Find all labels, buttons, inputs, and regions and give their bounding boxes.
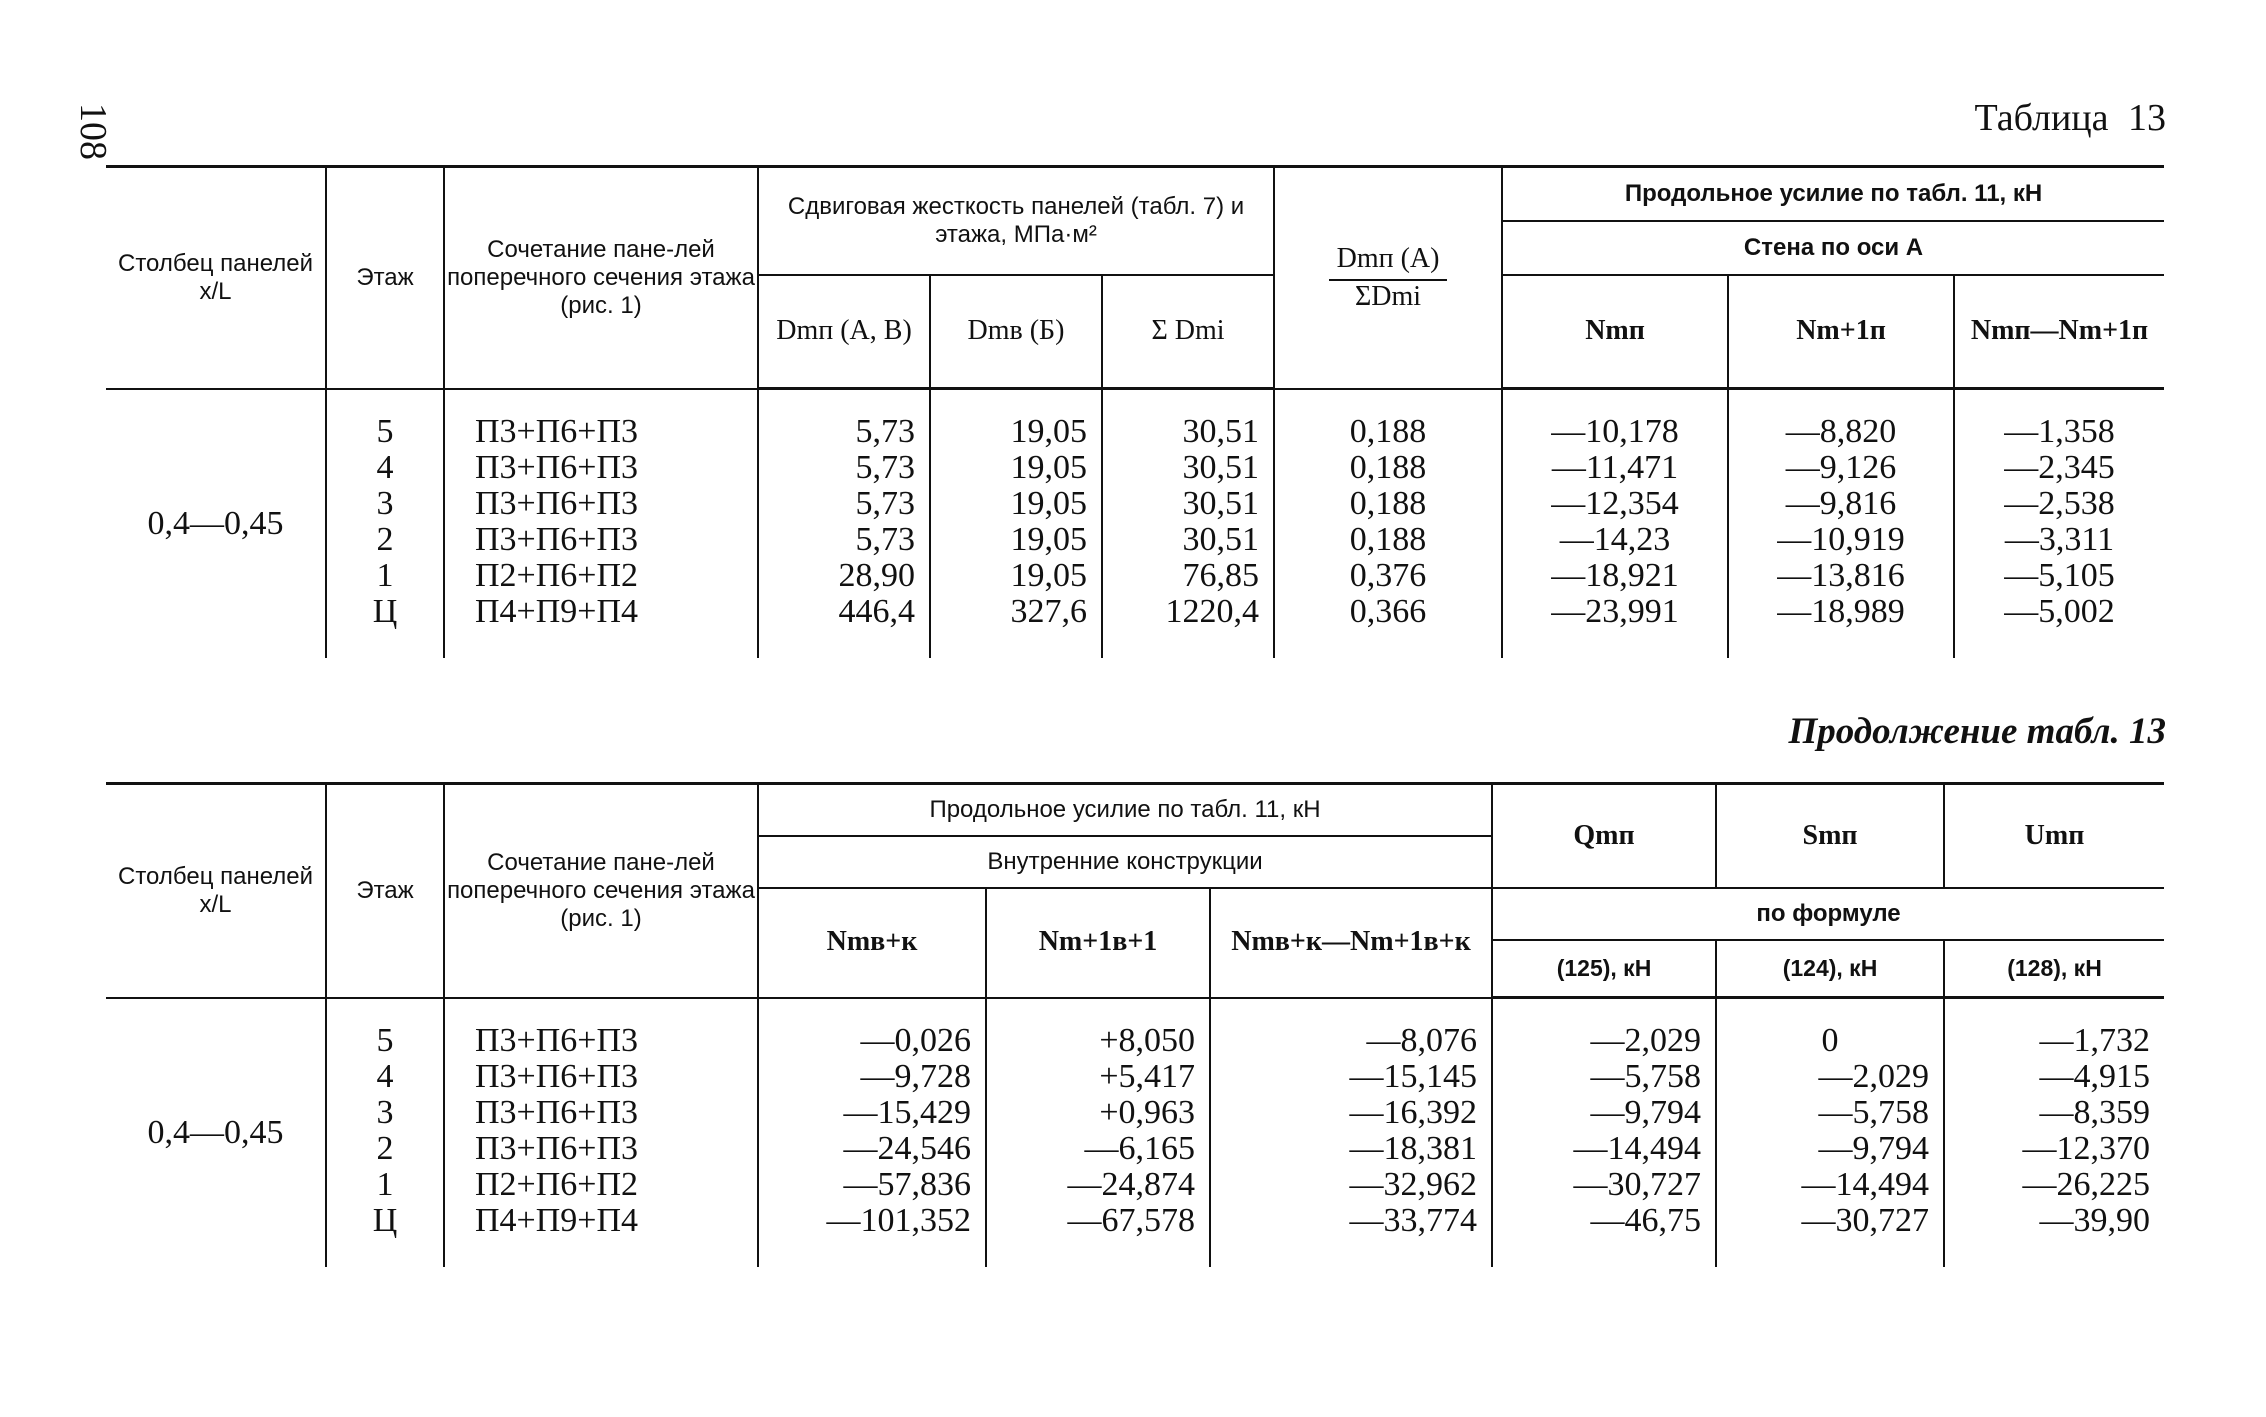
cell-value: 19,05 xyxy=(1010,557,1087,594)
cell-value: —24,874 xyxy=(1067,1165,1195,1203)
cell-value: —10,178 xyxy=(1551,413,1679,450)
cell-value: —39,90 xyxy=(2039,1202,2151,1239)
header-s: Smп xyxy=(1716,784,1944,888)
cell-value: 327,6 xyxy=(1010,593,1087,630)
cell-value: —1,732 xyxy=(2039,1022,2151,1059)
cell-value: +8,050 xyxy=(1099,1021,1195,1059)
col-n-m xyxy=(758,998,986,1268)
cell-value: 0,188 xyxy=(1349,448,1427,486)
col-combination xyxy=(444,389,758,659)
cell-value: —15,145 xyxy=(1349,1057,1478,1095)
cell-floor: 3 xyxy=(376,484,394,522)
cell-value: 1220,4 xyxy=(1165,593,1260,630)
col-n-m1 xyxy=(986,998,1210,1268)
cell-value: 19,05 xyxy=(1010,485,1087,522)
col-n-m xyxy=(1502,389,1728,659)
cell-value: 30,51 xyxy=(1182,485,1260,522)
table-title xyxy=(1974,96,2166,140)
cell-value: —46,75 xyxy=(1590,1202,1702,1239)
col-n-diff xyxy=(1954,389,2164,659)
cell-combination: П3+П6+П3 xyxy=(475,1021,639,1059)
cell-floor: 1 xyxy=(376,1165,394,1203)
col-floor xyxy=(326,389,444,659)
header-shear-stiffness: Сдвиговая жесткость панелей (табл. 7) и этажа, МПа·м² xyxy=(758,167,1274,275)
cell-value: —9,816 xyxy=(1785,485,1897,522)
header-u: Umп xyxy=(1944,784,2164,888)
cell-value: —5,105 xyxy=(2004,557,2115,594)
cell-value: —2,029 xyxy=(1818,1058,1930,1095)
cell-combination: П3+П6+П3 xyxy=(475,448,639,486)
cell-value: —32,962 xyxy=(1349,1165,1478,1203)
col-floor xyxy=(326,998,444,1268)
col-d-b xyxy=(930,389,1102,659)
cell-value: 0,188 xyxy=(1349,412,1427,450)
cell-value: —2,345 xyxy=(2004,449,2115,486)
cell-value: —18,381 xyxy=(1349,1129,1478,1167)
cell-combination: П4+П9+П4 xyxy=(475,592,639,630)
cell-value: —4,915 xyxy=(2039,1058,2151,1095)
cell-value: +0,963 xyxy=(1099,1093,1195,1131)
cell-value: —101,352 xyxy=(826,1201,971,1239)
cell-combination: П2+П6+П2 xyxy=(475,1165,639,1203)
cell-combination: П3+П6+П3 xyxy=(475,1129,639,1167)
cell-value: 5,73 xyxy=(855,521,915,558)
header-formula-125: (125), кН xyxy=(1492,940,1716,998)
cell-value: 5,73 xyxy=(855,413,915,450)
cell-value: —2,029 xyxy=(1590,1022,1702,1059)
cell-value: 0,188 xyxy=(1349,520,1427,558)
cell-value: —15,429 xyxy=(843,1093,971,1131)
cell-value: 5,73 xyxy=(855,449,915,486)
header-ratio-denominator: ΣDmi xyxy=(1354,280,1422,312)
cell-column-value: 0,4—0,45 xyxy=(147,1113,284,1151)
col-u xyxy=(1944,998,2164,1268)
cell-value: —30,727 xyxy=(1573,1166,1702,1203)
cell-value: 28,90 xyxy=(838,557,915,594)
header-n-m: Nmв+к xyxy=(758,888,986,998)
cell-value: —3,311 xyxy=(2004,521,2115,558)
header-n-diff: Nmп—Nm+1п xyxy=(1954,275,2164,389)
cell-value: 19,05 xyxy=(1010,413,1087,450)
header-formula-128: (128), кН xyxy=(1944,940,2164,998)
cell-value: —5,758 xyxy=(1818,1094,1930,1131)
header-column: Столбец панелей x/L xyxy=(106,784,326,998)
cell-floor: 1 xyxy=(376,556,394,594)
cell-value: 19,05 xyxy=(1010,521,1087,558)
cell-floor: 2 xyxy=(376,520,394,558)
header-d-b: Dmв (Б) xyxy=(930,275,1102,389)
cell-value: —9,794 xyxy=(1590,1094,1702,1131)
cell-value: —24,546 xyxy=(843,1129,971,1167)
header-combination: Сочетание пане-лей поперечного сечения этажа (рис. 1) xyxy=(444,784,758,998)
col-q xyxy=(1492,998,1716,1268)
cell-value: 0,376 xyxy=(1349,556,1427,594)
cell-floor: 2 xyxy=(376,1129,394,1167)
cell-value: —67,578 xyxy=(1067,1201,1195,1239)
header-inner-structures: Внутренние конструкции xyxy=(758,836,1492,888)
cell-value: —9,794 xyxy=(1818,1130,1930,1167)
cell-value: —12,354 xyxy=(1551,485,1679,522)
cell-value: 0,188 xyxy=(1349,484,1427,522)
cell-value: —0,026 xyxy=(860,1021,971,1059)
cell-floor: 4 xyxy=(376,448,394,486)
table-number: 13 xyxy=(2128,97,2166,139)
cell-value: —8,820 xyxy=(1785,413,1897,450)
header-longitudinal-force: Продольное усилие по табл. 11, кН xyxy=(1502,167,2164,221)
header-ratio xyxy=(1274,167,1502,389)
cell-value: —1,358 xyxy=(2004,413,2115,450)
cell-value: —9,126 xyxy=(1785,449,1897,486)
header-floor: Этаж xyxy=(326,784,444,998)
cell-value: —30,727 xyxy=(1801,1202,1930,1239)
cell-value: 30,51 xyxy=(1182,521,1260,558)
cell-value: —14,23 xyxy=(1559,521,1671,558)
cell-value: —18,989 xyxy=(1777,593,1905,630)
header-longitudinal-force: Продольное усилие по табл. 11, кН xyxy=(758,784,1492,836)
header-floor: Этаж xyxy=(326,167,444,389)
header-n-m1: Nm+1в+1 xyxy=(986,888,1210,998)
cell-value: —33,774 xyxy=(1349,1201,1478,1239)
header-wall-axis-a: Стена по оси А xyxy=(1502,221,2164,275)
continuation-title: Продолжение табл. 13 xyxy=(1788,711,2166,752)
header-ratio-numerator: Dmп (А) xyxy=(1329,243,1448,281)
cell-floor: 3 xyxy=(376,1093,394,1131)
cell-value: —10,919 xyxy=(1777,521,1905,558)
cell-value: —14,494 xyxy=(1801,1166,1930,1203)
cell-combination: П3+П6+П3 xyxy=(475,1093,639,1131)
cell-combination: П3+П6+П3 xyxy=(475,1057,639,1095)
cell-floor: Ц xyxy=(372,1201,398,1239)
col-n-m1 xyxy=(1728,389,1954,659)
cell-value: —8,359 xyxy=(2039,1094,2151,1131)
cell-floor: 5 xyxy=(376,412,394,450)
header-q: Qmп xyxy=(1492,784,1716,888)
table-13-continuation xyxy=(106,782,2164,1267)
cell-value: 76,85 xyxy=(1182,557,1260,594)
cell-value: —16,392 xyxy=(1349,1093,1478,1131)
page-number: 108 xyxy=(72,103,114,160)
col-combination xyxy=(444,998,758,1268)
cell-combination: П4+П9+П4 xyxy=(475,1201,639,1239)
cell-combination: П3+П6+П3 xyxy=(475,520,639,558)
cell-value: 0 xyxy=(1821,1022,1839,1059)
cell-value: —13,816 xyxy=(1777,557,1905,594)
cell-value: —9,728 xyxy=(860,1057,971,1095)
col-n-diff xyxy=(1210,998,1492,1268)
cell-value: +5,417 xyxy=(1099,1057,1195,1095)
cell-floor: 5 xyxy=(376,1021,394,1059)
header-by-formula: по формуле xyxy=(1492,888,2164,940)
cell-value: —26,225 xyxy=(2022,1166,2151,1203)
header-formula-124: (124), кН xyxy=(1716,940,1944,998)
cell-value: —5,758 xyxy=(1590,1058,1702,1095)
cell-combination: П3+П6+П3 xyxy=(475,484,639,522)
col-ratio xyxy=(1274,389,1502,659)
cell-value: —11,471 xyxy=(1551,449,1679,486)
cell-value: —12,370 xyxy=(2022,1130,2151,1167)
cell-value: —14,494 xyxy=(1573,1130,1702,1167)
header-n-m: Nmп xyxy=(1502,275,1728,389)
cell-value: —23,991 xyxy=(1551,593,1679,630)
cell-value: 0,366 xyxy=(1349,592,1427,630)
cell-floor: Ц xyxy=(372,592,398,630)
cell-value: 30,51 xyxy=(1182,413,1260,450)
cell-value: —18,921 xyxy=(1551,557,1679,594)
cell-value: 446,4 xyxy=(838,593,915,630)
header-d-ab: Dmп (А, В) xyxy=(758,275,930,389)
col-d-sum xyxy=(1102,389,1274,659)
header-n-diff: Nmв+к—Nm+1в+к xyxy=(1210,888,1492,998)
cell-value: —6,165 xyxy=(1084,1129,1195,1167)
cell-combination: П2+П6+П2 xyxy=(475,556,639,594)
header-combination: Сочетание пане-лей поперечного сечения этажа (рис. 1) xyxy=(444,167,758,389)
cell-value: —5,002 xyxy=(2004,593,2115,630)
header-n-m1: Nm+1п xyxy=(1728,275,1954,389)
col-d-ab xyxy=(758,389,930,659)
table-title-label: Таблица xyxy=(1974,97,2109,139)
cell-column-value: 0,4—0,45 xyxy=(147,504,284,542)
cell-value: —2,538 xyxy=(2004,485,2115,522)
cell-value: —57,836 xyxy=(843,1165,971,1203)
header-column: Столбец панелей x/L xyxy=(106,167,326,389)
cell-value: —8,076 xyxy=(1366,1021,1478,1059)
cell-value: 19,05 xyxy=(1010,449,1087,486)
cell-value: 5,73 xyxy=(855,485,915,522)
cell-floor: 4 xyxy=(376,1057,394,1095)
header-d-sum: Σ Dmi xyxy=(1102,275,1274,389)
cell-combination: П3+П6+П3 xyxy=(475,412,639,450)
cell-value: 30,51 xyxy=(1182,449,1260,486)
table-13 xyxy=(106,165,2164,658)
col-s xyxy=(1716,998,1944,1268)
